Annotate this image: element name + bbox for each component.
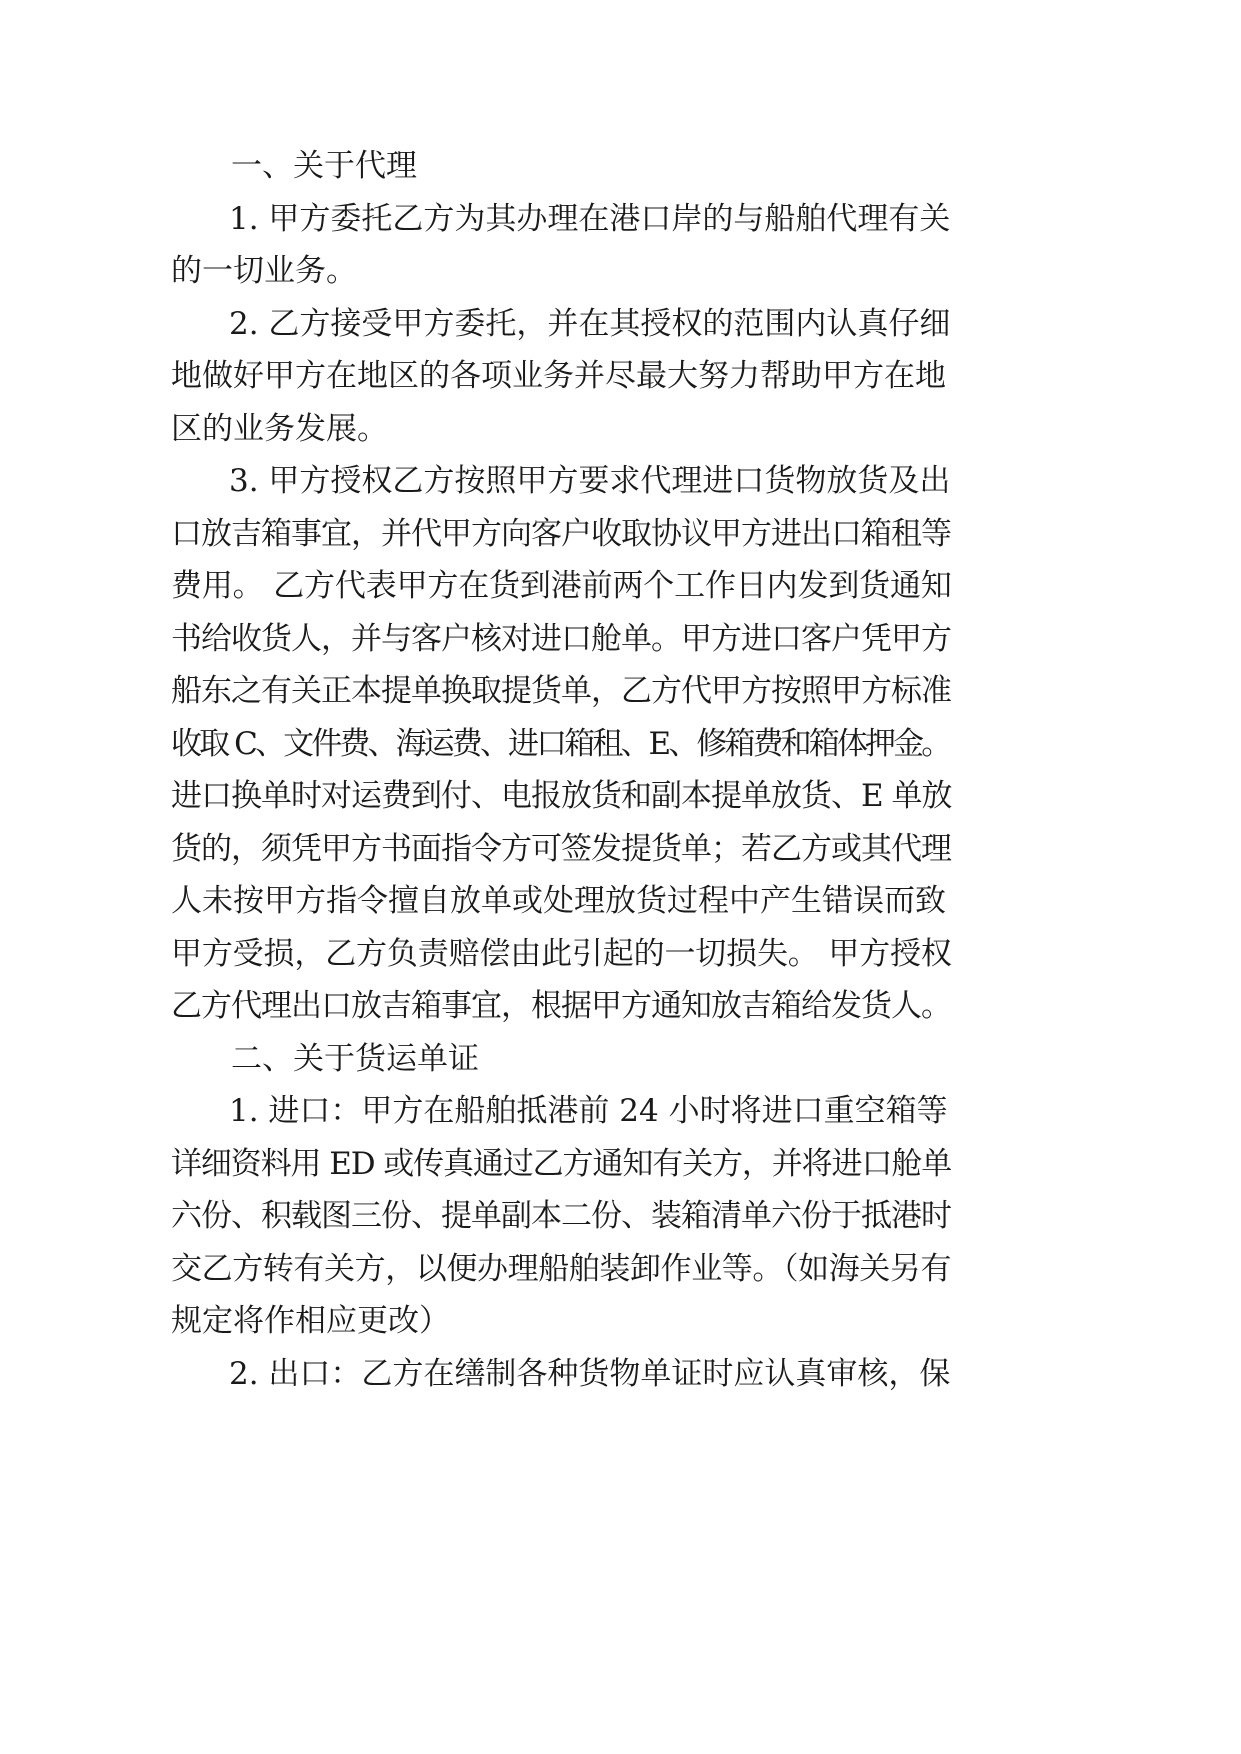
paragraph-line: 区的业务发展。: [171, 411, 388, 447]
paragraph-line: 甲方受损，乙方负责赔偿由此引起的一切损失。 甲方授权: [171, 936, 952, 972]
paragraph-line: 地做好甲方在地区的各项业务并尽最大努力帮助甲方在地: [171, 358, 946, 394]
paragraph-line: 进口换单时对运费到付、电报放货和副本提单放货、E 单放: [171, 778, 952, 814]
paragraph-line: 的一切业务。: [171, 253, 357, 289]
paragraph-line: 口放吉箱事宜，并代甲方向客户收取协议甲方进出口箱租等: [171, 516, 951, 552]
paragraph-line: 3. 甲方授权乙方按照甲方要求代理进口货物放货及出: [229, 463, 951, 499]
paragraph-line: 1. 进口：甲方在船舶抵港前 24 小时将进口重空箱等: [229, 1093, 948, 1129]
paragraph-line: 乙方代理出口放吉箱事宜，根据甲方通知放吉箱给发货人。: [171, 988, 951, 1024]
paragraph-line: 2. 乙方接受甲方委托，并在其授权的范围内认真仔细: [229, 306, 951, 342]
section-heading-agency: 一、关于代理: [231, 148, 417, 184]
paragraph-line: 详细资料用 ED 或传真通过乙方通知有关方，并将进口舱单: [171, 1146, 952, 1182]
paragraph-line: 1. 甲方委托乙方为其办理在港口岸的与船舶代理有关: [229, 201, 951, 237]
paragraph-line: 2. 出口：乙方在缮制各种货物单证时应认真审核，保: [229, 1356, 951, 1392]
paragraph-line: 人未按甲方指令擅自放单或处理放货过程中产生错误而致: [171, 883, 946, 919]
paragraph-line: 收取 C、文件费、海运费、进口箱租、E、修箱费和箱体押金。: [171, 726, 950, 762]
paragraph-line: 船东之有关正本提单换取提货单，乙方代甲方按照甲方标准: [171, 673, 951, 709]
paragraph-line: 规定将作相应更改）: [171, 1303, 450, 1339]
section-heading-shipping-documents: 二、关于货运单证: [231, 1041, 479, 1077]
paragraph-line: 书给收货人，并与客户核对进口舱单。甲方进口客户凭甲方: [171, 621, 951, 657]
paragraph-line: 交乙方转有关方，以便办理船舶装卸作业等。（如海关另有: [171, 1251, 952, 1287]
paragraph-line: 货的，须凭甲方书面指令方可签发提货单；若乙方或其代理: [171, 831, 951, 867]
paragraph-line: 费用。 乙方代表甲方在货到港前两个工作日内发到货通知: [171, 568, 952, 604]
paragraph-line: 六份、积载图三份、提单副本二份、装箱清单六份于抵港时: [171, 1198, 951, 1234]
